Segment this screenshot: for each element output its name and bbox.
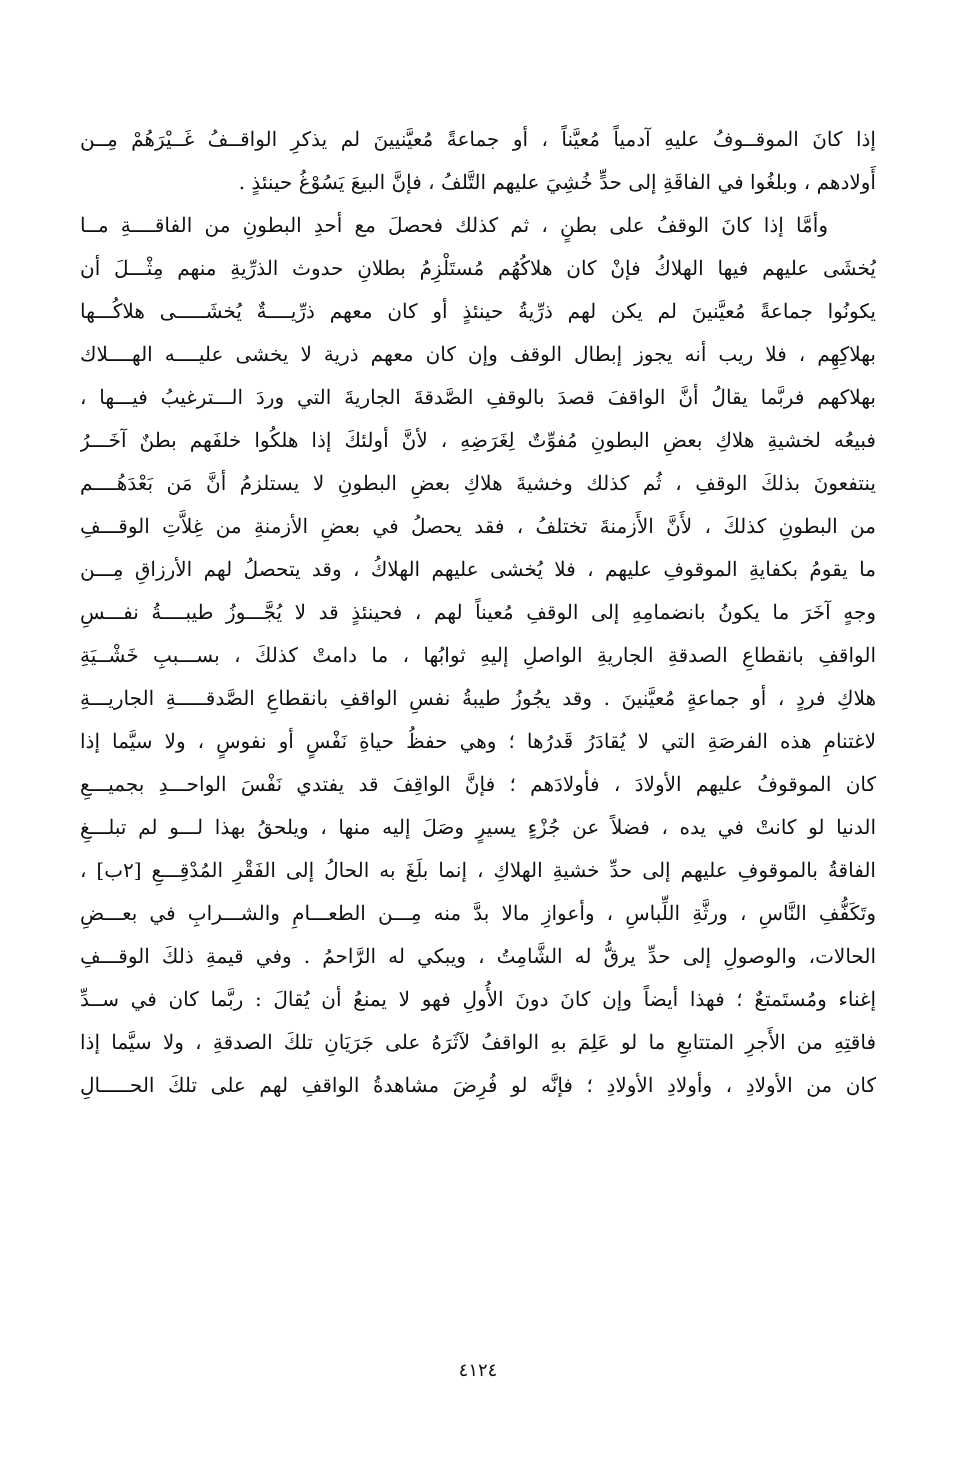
text-line-18: الفاقةُ بالموقوفِ عليهم إلى حدِّ خشيةِ الهلاكِ ، إنما بلَغَ به الحالُ إلى الفَقْرِ المُدْقِـــعِ [٢ب] ، [80,858,876,882]
text-line-15: لاغتنامِ هذه الفرصَةِ التي لا يُقادَرُ قَدرُها ؛ وهي حفظُ حياةِ نَفْسٍ أو نفوسٍ ، ولا سيَّما إذا [80,729,876,753]
text-line-4: يُخشَى عليهم فيها الهلاكُ فإنْ كان هلاكُهُم مُستَلْزِمُ بطلانِ حدوث الذرِّيةِ منهم مِثْـــلَ أن [80,256,876,280]
text-line-8: فبيعُه لخشيةِ هلاكِ بعضِ البطونِ مُفوِّتٌ لِغَرَضِهِ ، لأنَّ أولئكَ إذا هلكُوا خلفَهم بطنٌ آخَـــرُ [80,428,876,452]
text-line-14: هلاكِ فردٍ ، أو جماعةٍ مُعيَّنينَ . وقد يجُوزُ طيبةُ نفسِ الواقفِ بانقطاعِ الصَّدقـــــةِ الجاريـــةِ [80,686,876,710]
text-line-21: إغناء ومُستَمتعٌ ؛ فهذا أيضاً وإن كانَ دونَ الأُولِ فهو لا يمنعُ أن يُقالَ : ربَّما كان في ســدِّ [80,987,876,1011]
text-line-19: وتَكَفُّفِ النَّاسِ ، ورثَّةِ اللِّباسِ ، وأعوازِ مالا بدَّ منه مِـــن الطعـــامِ والشـــرابِ في بعـــضِ [80,901,876,925]
text-line-5: يكونُوا جماعةً مُعيَّنينَ لم يكن لهم ذرِّيةُ حينئذٍ أو كان معهم ذرِّيــــةٌ يُخشَـــــى هلاكُـــها [80,299,876,323]
text-line-17: الدنيا لو كانتْ في يده ، فضلاً عن جُزْءٍ يسيرٍ وصَلَ إليه منها ، ويلحقُ بهذا لـــو لم تبلـــغِ [80,815,876,839]
text-line-12: وجهٍ آخَرَ ما يكونُ بانضمامِهِ إلى الوقفِ مُعيناً لهم ، فحينئذٍ قد لا يُجَّـــوزُ طيبــــةُ نفـــسِ [80,600,876,624]
text-line-23: كان من الأولادِ ، وأولادِ الأولادِ ؛ فإنَّه لو فُرِضَ مشاهدةُ الواقفِ لهم على تلكَ الحـــــالِ [80,1073,876,1097]
text-body [80,118,876,1107]
text-line-3: وأمَّا إذا كانَ الوقفُ على بطنٍ ، ثم كذلك فحصلَ مع أحدِ البطونِ من الفاقــــةِ مــا [80,213,828,237]
text-line-20: الحالات، والوصولِ إلى حدِّ يرقُّ له الشَّامِتُ ، ويبكي له الرَّاحمُ . وفي قيمةِ ذلكَ الوقـــفِ [80,944,876,968]
text-line-2: أَولادهم ، وبلغُوا في الفاقَةِ إلى حدٍّ خُشِيَ عليهم التَّلفُ ، فإنَّ البيعَ يَسُوْغُ حينئذٍ . [238,170,876,194]
text-line-9: ينتفعونَ بذلكَ الوقفِ ، ثُم كذلك وخشيةَ هلاكِ بعضِ البطونِ لا يستلزمُ أنَّ مَن بَعْدَهُــــم [80,471,876,495]
text-line-7: بهلاكهم فربَّما يقالُ أنَّ الواقفَ قصدَ بالوقفِ الصَّدقةَ الجاريةَ التي وردَ الـــترغيبُ فيـــها ، [80,385,876,409]
text-line-13: الواقفِ بانقطاعِ الصدقةِ الجاريةِ الواصلِ إليهِ ثوابُها ، ما دامتْ كذلكَ ، بســـببِ خَشْــيَةِ [80,643,876,667]
text-line-22: فاقتِهِ من الأَجرِ المتتابعِ ما لو عَلِمَ بهِ الواقفُ لآثَرَهُ على جَرَيَانِ تلكَ الصدقةِ ، ولا سيَّما إذا [80,1030,876,1054]
text-line-6: بهلاكِهِم ، فلا ريب أنه يجوز إبطال الوقف وإن كان معهم ذرية لا يخشى عليــــه الهــــلاك [80,342,876,366]
text-line-16: كان الموقوفُ عليهم الأولادَ ، فأولادَهم ؛ فإنَّ الواقِفَ قد يفتدي نَفْسَ الواحـــدِ بجميـــعِ [80,772,876,796]
text-line-1: إذا كانَ الموقــوفُ عليهِ آدمياً مُعيَّناً ، أو جماعةً مُعيَّنيينَ لم يذكرِ الواقــفُ غَــيْرَهُمْ مِــن [80,127,876,151]
page-number: ٤١٢٤ [458,1360,498,1381]
text-line-11: ما يقومُ بكفايةِ الموقوفِ عليهم ، فلا يُخشى عليهم الهلاكُ ، وقد يتحصلُ لهم الأرزاقِ مِـــن [80,557,876,581]
text-line-10: من البطونِ كذلكَ ، لأَنَّ الأَزمنةَ تختلفُ ، فقد يحصلُ في بعضِ الأزمنةِ من غِلاَّتِ الوقـــفِ [80,514,876,538]
